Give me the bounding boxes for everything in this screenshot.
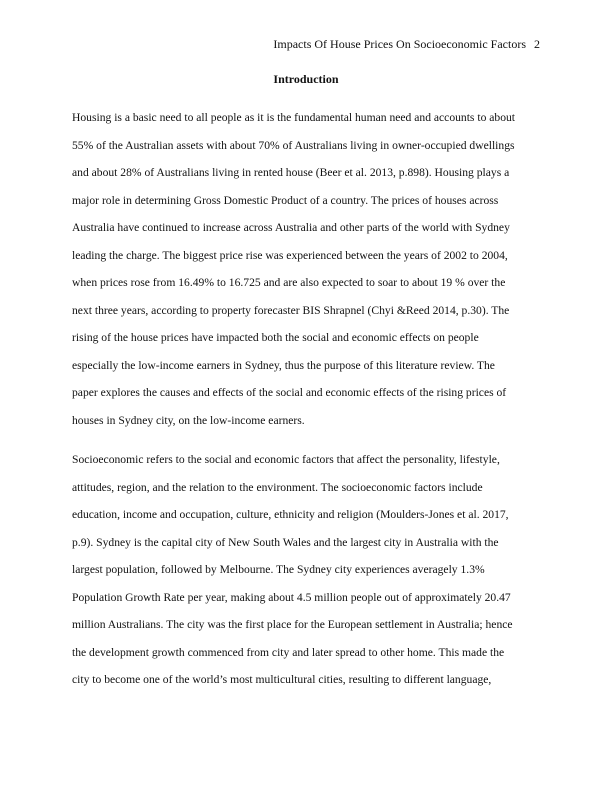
paragraph-line: leading the charge. The biggest price rise was experienced between the years of 2002 to 2004, — [72, 248, 508, 262]
paragraph-line: the development growth commenced from city and later spread to other home. This made the — [72, 645, 505, 659]
paragraph-line: paper explores the causes and effects of the social and economic effects of the rising prices of — [72, 386, 507, 399]
paragraph-line: when prices rose from 16.49% to 16.725 and are also expected to soar to about 19 % over the — [72, 276, 506, 289]
paragraph-2 — [72, 446, 540, 694]
paragraph-line: attitudes, region, and the relation to the environment. The socioeconomic factors include — [72, 480, 483, 494]
paragraph-line: major role in determining Gross Domestic Product of a country. The prices of houses across — [72, 193, 499, 207]
paragraph-line: next three years, according to property forecaster BIS Shrapnel (Chyi &Reed 2014, p.30). The — [72, 303, 510, 317]
paragraph-line: p.9). Sydney is the capital city of New South Wales and the largest city in Australia with the — [72, 535, 499, 549]
paragraph-line: Population Growth Rate per year, making about 4.5 million people out of approximately 20.47 — [72, 590, 511, 604]
paragraph-line: rising of the house prices have impacted both the social and economic effects on people — [72, 331, 479, 344]
paragraph-line: Australia have continued to increase across Australia and other parts of the world with Sydney — [72, 221, 510, 234]
paragraph-line: houses in Sydney city, on the low-income earners. — [72, 413, 305, 427]
section-title: Introduction — [273, 72, 339, 86]
running-title: Impacts Of House Prices On Socioeconomic Factors — [273, 37, 526, 51]
paragraph-line: especially the low-income earners in Sydney, thus the purpose of this literature review. The — [72, 358, 495, 372]
running-header — [273, 37, 540, 51]
paragraph-line: 55% of the Australian assets with about 70% of Australians living in owner-occupied dwellings — [72, 138, 515, 152]
paragraph-line: and about 28% of Australians living in rented house (Beer et al. 2013, p.898). Housing plays a — [72, 166, 510, 179]
paragraph-line: city to become one of the world’s most multicultural cities, resulting to different language, — [72, 673, 492, 686]
paragraph-line: education, income and occupation, culture, ethnicity and religion (Moulders-Jones et al. 2017, — [72, 508, 509, 521]
page-number: 2 — [534, 37, 540, 51]
paragraph-line: largest population, followed by Melbourne. The Sydney city experiences averagely 1.3% — [72, 563, 485, 576]
paragraph-line: million Australians. The city was the first place for the European settlement in Australia; hence — [72, 618, 513, 631]
paragraph-line: Socioeconomic refers to the social and economic factors that affect the personality, lifestyle, — [72, 453, 500, 466]
paragraph-1 — [72, 104, 540, 434]
paragraph-line: Housing is a basic need to all people as it is the fundamental human need and accounts to about — [72, 111, 516, 124]
